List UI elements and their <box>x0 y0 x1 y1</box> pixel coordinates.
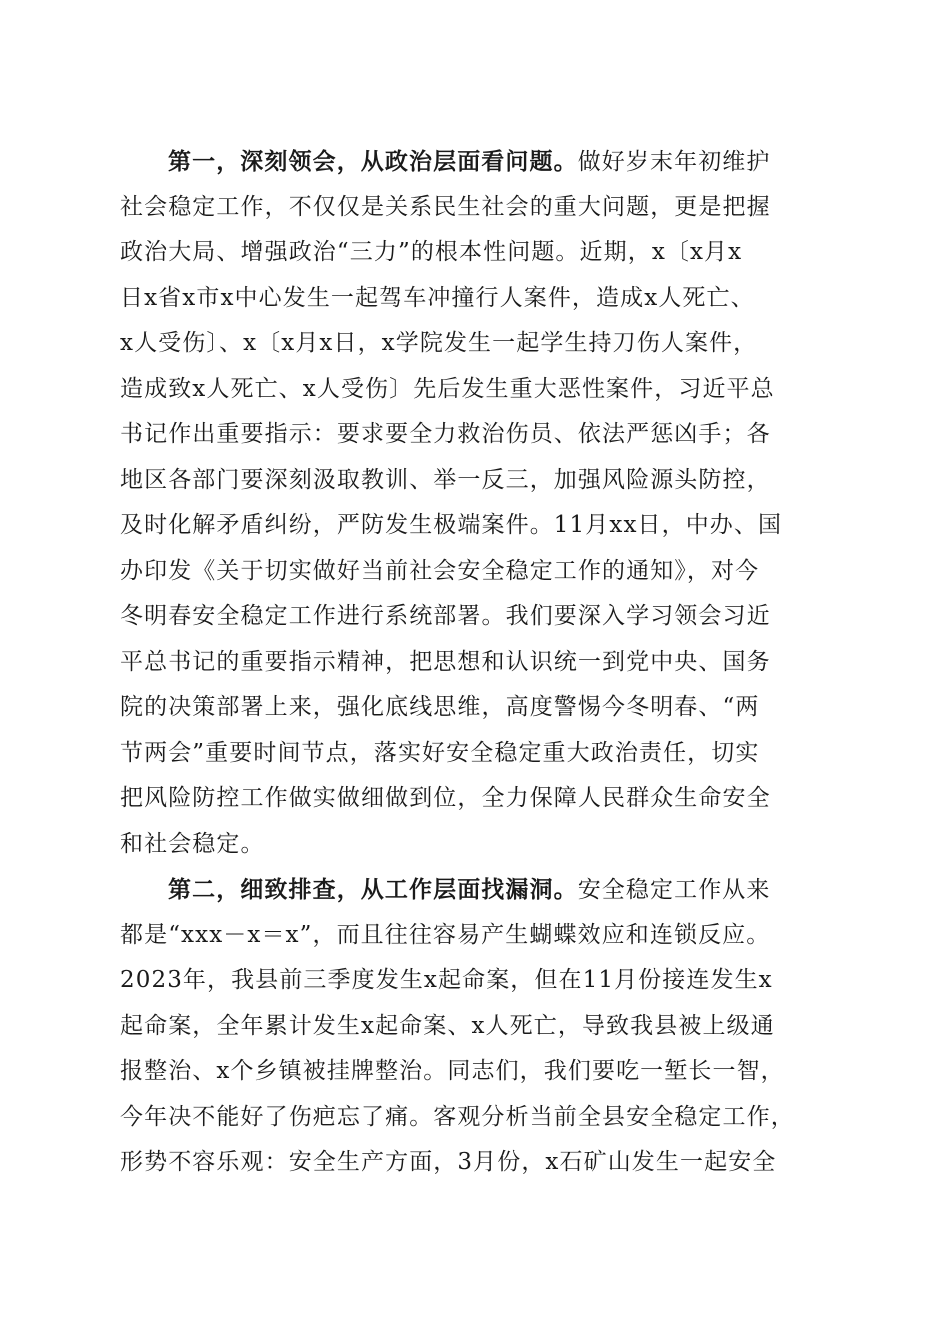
paragraph-line: 日x省x市x中心发生一起驾车冲撞行人案件，造成x人死亡、 <box>120 284 755 311</box>
paragraph-1 <box>120 139 832 867</box>
paragraph-line: 2023年，我县前三季度发生x起命案，但在11月份接连发生x <box>120 967 773 993</box>
paragraph-line: 今年决不能好了伤疤忘了痛。客观分析当前全县安全稳定工作， <box>120 1103 795 1130</box>
paragraph-line: 书记作出重要指示：要求要全力救治伤员、依法严惩凶手；各 <box>120 421 771 447</box>
paragraph-line: 把风险防控工作做实做细做到位，全力保障人民群众生命安全 <box>120 785 771 811</box>
paragraph-line: 形势不容乐观：安全生产方面，3月份，x石矿山发生一起安全 <box>120 1149 777 1175</box>
paragraph-2 <box>120 867 832 1186</box>
paragraph-line: 造成致x人死亡、x人受伤〕先后发生重大恶性案件，习近平总 <box>120 375 775 402</box>
paragraph-line: 和社会稳定。 <box>120 830 265 857</box>
paragraph-line: 冬明春安全稳定工作进行系统部署。我们要深入学习领会习近 <box>120 603 771 629</box>
paragraph-line: 地区各部门要深刻汲取教训、举一反三，加强风险源头防控， <box>120 466 771 493</box>
paragraph-line: 办印发《关于切实做好当前社会安全稳定工作的通知》，对今 <box>120 557 760 584</box>
paragraph-line: 节两会”重要时间节点，落实好安全稳定重大政治责任，切实 <box>120 739 760 766</box>
paragraph-line: 都是“xxx－x＝x”，而且往往容易产生蝴蝶效应和连锁反应。 <box>120 921 771 948</box>
paragraph-line: 平总书记的重要指示精神，把思想和认识统一到党中央、国务 <box>120 648 771 675</box>
paragraph-line: 院的决策部署上来，强化底线思维，高度警惕今冬明春、“两 <box>120 694 760 720</box>
paragraph-heading: 第一，深刻领会，从政治层面看问题。 <box>168 148 578 175</box>
paragraph-text: 安全稳定工作从来 <box>577 877 771 903</box>
paragraph-line: 政治大局、增强政治“三力”的根本性问题。近期，x〔x月x <box>120 239 743 265</box>
paragraph-line: x人受伤〕、x〔x月x日，x学院发生一起学生持刀伤人案件， <box>120 330 758 356</box>
paragraph-line: 社会稳定工作，不仅仅是关系民生社会的重大问题，更是把握 <box>120 193 771 220</box>
paragraph-line: 及时化解矛盾纠纷，严防发生极端案件。11月xx日，中办、国 <box>120 512 783 538</box>
document-body <box>120 139 832 1186</box>
paragraph-first-line <box>120 139 832 185</box>
paragraph-heading: 第二，细致排查，从工作层面找漏洞。 <box>168 876 578 903</box>
paragraph-line: 报整治、x个乡镇被挂牌整治。同志们，我们要吃一堑长一智， <box>120 1058 785 1084</box>
paragraph-text: 做好岁末年初维护 <box>577 149 771 175</box>
paragraph-first-line <box>120 867 832 913</box>
paragraph-line: 起命案，全年累计发生x起命案、x人死亡，导致我县被上级通 <box>120 1012 775 1039</box>
